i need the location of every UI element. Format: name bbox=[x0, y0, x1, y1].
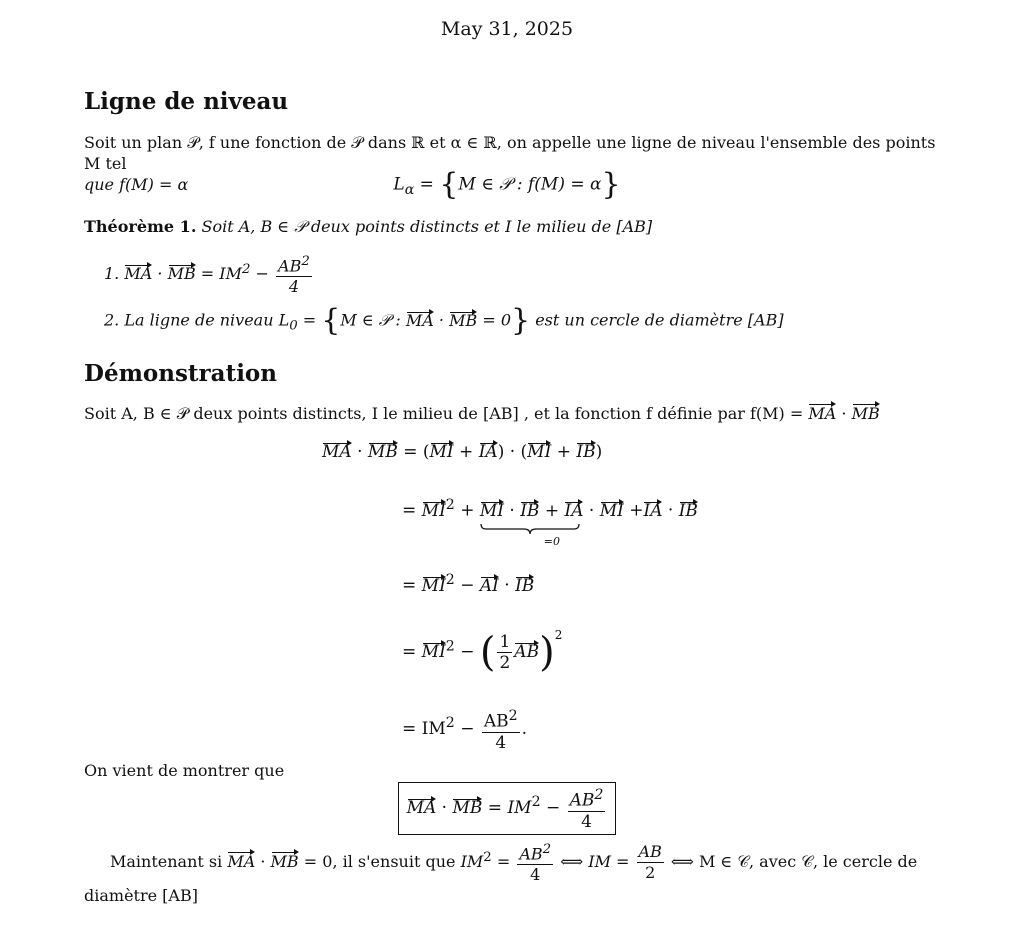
vector-MB: MB bbox=[452, 797, 483, 818]
fraction-AB2-over-4: $\frac{AB^2}{4}$ bbox=[278, 254, 310, 297]
section-title-ligne-de-niveau: Ligne de niveau bbox=[84, 88, 289, 115]
derivation-step-1: MA · MB = (MI + IA) · (MI + IB) bbox=[322, 442, 603, 462]
vector-MB: MB bbox=[449, 310, 478, 330]
vector-AI: AI bbox=[479, 575, 499, 596]
derivation-step-5: = $IM^2$ − $\frac{AB^2}{4}$ . bbox=[402, 708, 528, 753]
right-paren: ) bbox=[539, 629, 555, 676]
vector-MI: MI bbox=[527, 442, 552, 462]
boxed-identity: MA · MB = $IM^2$ − $\frac{AB^2}{4}$ bbox=[398, 782, 617, 835]
vector-MI: MI bbox=[421, 575, 446, 596]
level-line-definition-equation bbox=[0, 167, 1014, 202]
vector-IA: IA bbox=[564, 500, 584, 521]
demonstration-intro-text: Soit A, B ∈ 𝒫 deux points distincts, I le milieu de [AB] , et la fonction f définie par f(M) = bbox=[84, 404, 804, 423]
right-brace: } bbox=[511, 303, 531, 338]
theorem-statement bbox=[84, 216, 944, 237]
definition-line-1: Soit un plan 𝒫, f une fonction de 𝒫 dans ℝ et α ∈ ℝ, on appelle une ligne de niveau l'ensemble des points M tel bbox=[84, 133, 936, 173]
derivation-step-3: = $MI^2$ − AI · IB bbox=[402, 572, 535, 596]
vector-IA: IA bbox=[643, 500, 663, 521]
underbrace bbox=[480, 523, 580, 535]
final-line-1: Maintenant si MA · MB = 0, il s'ensuit que $IM^2$ = $\frac{AB^2}{4}$ ⟺ IM = $\frac{AB}{2}$ ⟺ M ∈ 𝒞, avec 𝒞, le cercle de bbox=[110, 842, 918, 885]
vector-MB: MB bbox=[167, 264, 196, 284]
vector-MI: MI bbox=[479, 500, 504, 521]
fraction-AB2-over-4: $\frac{AB^2}{4}$ bbox=[569, 787, 604, 832]
underbrace-label: =0 bbox=[543, 534, 560, 548]
vector-MB: MB bbox=[851, 404, 880, 423]
vector-MA: MA bbox=[808, 404, 837, 423]
vector-IB: IB bbox=[576, 442, 596, 462]
item-2-suffix: est un cercle de diamètre [AB] bbox=[535, 310, 784, 330]
vector-MI: MI bbox=[421, 642, 446, 662]
theorem-item-1: 1. MA · MB = $IM^2$ − $\frac{AB^2}{4}$ bbox=[104, 254, 310, 297]
final-line-2: diamètre [AB] bbox=[84, 886, 198, 906]
final-middle: = 0, il s'ensuit que bbox=[303, 852, 456, 872]
level-line-symbol: L bbox=[393, 174, 405, 195]
final-paragraph bbox=[84, 840, 944, 906]
demonstration-intro: Soit A, B ∈ 𝒫 deux points distincts, I le milieu de [AB] , et la fonction f définie par f(M) = MA · MB bbox=[84, 404, 880, 423]
derivation-step-2: = $MI^2$ + MI · IB + IA · MI =0 +IA · IB bbox=[402, 497, 698, 548]
vector-MA: MA bbox=[322, 442, 352, 462]
boxed-result bbox=[0, 782, 1014, 835]
vector-MI: MI bbox=[429, 442, 454, 462]
vector-IB: IB bbox=[520, 500, 540, 521]
item-number-2: 2. bbox=[104, 310, 120, 330]
vector-IB: IB bbox=[515, 575, 535, 596]
fraction-AB2-over-4: $\frac{AB^2}{4}$ bbox=[483, 708, 518, 753]
left-brace: { bbox=[321, 303, 341, 338]
fraction-one-half: $\frac{1}{2}$ bbox=[499, 632, 511, 673]
vector-AB: AB bbox=[514, 642, 540, 662]
vector-MA: MA bbox=[405, 310, 434, 330]
document-date: May 31, 2025 bbox=[440, 18, 574, 40]
fraction-AB-over-2: $\frac{AB}{2}$ bbox=[638, 842, 662, 883]
fraction-AB2-over-4: $\frac{AB^2}{4}$ bbox=[519, 842, 552, 885]
item-2-subscript: 0 bbox=[289, 318, 298, 334]
underbraced-cross-terms: MI · IB + IA · MI =0 bbox=[479, 500, 624, 548]
left-brace: { bbox=[439, 167, 459, 202]
vector-MI: MI bbox=[421, 500, 446, 521]
vector-IA: IA bbox=[478, 442, 498, 462]
theorem-text: Soit A, B ∈ 𝒫 deux points distincts et I le milieu de [AB] bbox=[201, 217, 653, 236]
section-title-demonstration: Démonstration bbox=[84, 360, 277, 387]
level-line-set-body: M ∈ 𝒫 : f(M) = α bbox=[458, 174, 602, 195]
theorem-heading: Théorème 1. bbox=[84, 217, 197, 236]
final-tail: M ∈ 𝒞, avec 𝒞, le cercle de bbox=[698, 852, 918, 872]
vector-IB: IB bbox=[678, 500, 698, 521]
theorem-item-2: 2. La ligne de niveau $L_0 = \{M$ ∈ 𝒫 : MA · MB = 0} est un cercle de diamètre [AB] bbox=[104, 303, 784, 338]
item-2-set: M ∈ 𝒫 : bbox=[340, 310, 401, 330]
derivation-step-4: = $MI^2$ − ( $\frac{1}{2}$ AB)$^2$ bbox=[402, 628, 563, 676]
vector-MB: MB bbox=[367, 442, 398, 462]
right-brace: } bbox=[601, 167, 621, 202]
item-number-1: 1. bbox=[104, 264, 120, 284]
conclusion-intro: On vient de montrer que bbox=[84, 761, 285, 780]
vector-MA: MA bbox=[227, 852, 256, 872]
vector-MA: MA bbox=[406, 797, 437, 818]
equals-sign: = bbox=[419, 174, 434, 195]
vector-MI: MI bbox=[599, 500, 624, 521]
vector-MA: MA bbox=[124, 264, 153, 284]
vector-MB: MB bbox=[270, 852, 299, 872]
left-paren: ( bbox=[479, 629, 496, 676]
definition-line-2: que f(M) = α bbox=[84, 175, 189, 194]
final-prefix: Maintenant si bbox=[110, 852, 223, 872]
item-2-prefix: La ligne de niveau L bbox=[124, 310, 290, 330]
level-line-subscript: α bbox=[404, 181, 415, 198]
